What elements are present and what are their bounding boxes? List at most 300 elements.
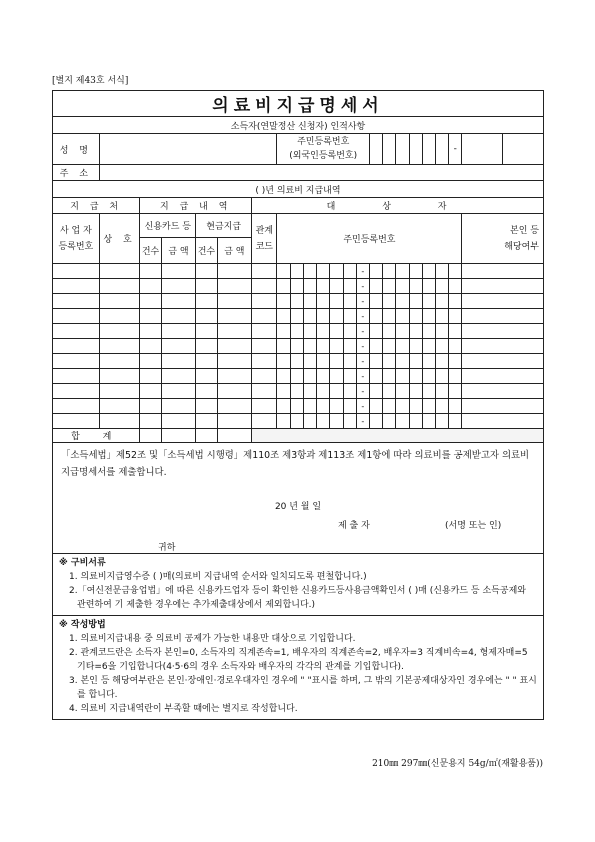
expense-cell[interactable] — [161, 384, 196, 399]
rrn-digit[interactable] — [462, 134, 503, 165]
rrn-separator: - — [356, 294, 369, 309]
expense-cell[interactable] — [317, 324, 330, 339]
expense-cell[interactable] — [422, 324, 435, 339]
rrn-label: 주민등록번호 (외국인등록번호) — [277, 134, 369, 165]
total-blank — [252, 429, 544, 443]
expense-row — [53, 309, 544, 324]
expense-cell[interactable] — [343, 309, 356, 324]
expense-cell[interactable] — [343, 414, 356, 429]
patient-header: 대 상 자 — [252, 198, 544, 214]
expense-cell[interactable] — [252, 309, 277, 324]
expense-row — [53, 384, 544, 399]
expense-cell[interactable] — [217, 414, 252, 429]
expense-cell[interactable] — [330, 324, 343, 339]
expense-cell[interactable] — [217, 309, 252, 324]
expense-cell[interactable] — [53, 324, 100, 339]
expense-cell[interactable] — [53, 264, 100, 279]
expense-cell[interactable] — [409, 414, 422, 429]
expense-cell[interactable] — [161, 279, 196, 294]
expense-cell[interactable] — [252, 324, 277, 339]
expense-cell[interactable] — [369, 384, 382, 399]
expense-cell[interactable] — [317, 264, 330, 279]
expense-cell[interactable] — [396, 399, 409, 414]
expense-cell[interactable] — [252, 354, 277, 369]
expense-cell[interactable] — [140, 324, 161, 339]
expense-cell[interactable] — [330, 294, 343, 309]
expense-cell[interactable] — [396, 369, 409, 384]
expense-cell[interactable] — [383, 309, 396, 324]
expense-cell[interactable] — [161, 294, 196, 309]
rrn-digit[interactable] — [435, 134, 448, 165]
expense-cell[interactable] — [317, 294, 330, 309]
expense-cell[interactable] — [277, 399, 290, 414]
expense-cell[interactable] — [303, 399, 316, 414]
expense-cell[interactable] — [277, 339, 290, 354]
expense-cell[interactable] — [303, 354, 316, 369]
medical-expense-form — [52, 90, 544, 720]
expense-row — [53, 354, 544, 369]
cash-count-header: 건수 — [196, 238, 217, 264]
rrn-separator: - — [356, 324, 369, 339]
expense-cell[interactable] — [252, 279, 277, 294]
expense-row — [53, 264, 544, 279]
expense-cell[interactable] — [396, 264, 409, 279]
expense-cell[interactable] — [449, 339, 462, 354]
expense-cell[interactable] — [369, 339, 382, 354]
statement-block — [53, 443, 544, 554]
expense-cell[interactable] — [303, 384, 316, 399]
expense-cell[interactable] — [449, 324, 462, 339]
expense-cell[interactable] — [252, 399, 277, 414]
trade-name-header: 상 호 — [99, 214, 140, 264]
expense-cell[interactable] — [277, 324, 290, 339]
expense-cell[interactable] — [343, 399, 356, 414]
expense-cell[interactable] — [317, 339, 330, 354]
expense-cell[interactable] — [435, 324, 448, 339]
rrn-digit[interactable] — [422, 134, 435, 165]
expense-cell[interactable] — [317, 369, 330, 384]
instruction-item: 3. 본인 등 해당여부란은 본인·장애인·경로우대자인 경우에 " "표시를 하며, 그 밖의 기본공제대상자인 경우에는 " " 표시를 합니다. — [69, 676, 537, 700]
expense-cell[interactable] — [409, 339, 422, 354]
expense-cell[interactable] — [317, 309, 330, 324]
expense-cell[interactable] — [53, 399, 100, 414]
expense-cell[interactable] — [435, 354, 448, 369]
expense-cell[interactable] — [317, 414, 330, 429]
expense-cell[interactable] — [196, 264, 217, 279]
expense-cell[interactable] — [196, 279, 217, 294]
total-card-count[interactable] — [140, 429, 161, 443]
expense-cell[interactable] — [303, 264, 316, 279]
expense-cell[interactable] — [53, 414, 100, 429]
expense-cell[interactable] — [422, 339, 435, 354]
expense-cell[interactable] — [161, 369, 196, 384]
total-cash-count[interactable] — [196, 429, 217, 443]
expense-cell[interactable] — [422, 354, 435, 369]
self-etc-cell[interactable] — [462, 414, 544, 429]
instruction-item: 1. 의료비지급내용 중 의료비 공제가 가능한 내용만 대상으로 기입합니다. — [69, 634, 356, 644]
expense-cell[interactable] — [396, 324, 409, 339]
cash-amount-header: 금 액 — [217, 238, 252, 264]
total-cash-amount[interactable] — [217, 429, 252, 443]
expense-row — [53, 294, 544, 309]
date-line[interactable]: 20 년 월 일 — [274, 502, 322, 512]
expense-cell[interactable] — [99, 324, 140, 339]
expense-cell[interactable] — [449, 279, 462, 294]
expense-cell[interactable] — [277, 384, 290, 399]
expense-cell[interactable] — [161, 324, 196, 339]
expense-cell[interactable] — [161, 354, 196, 369]
expense-cell[interactable] — [343, 384, 356, 399]
expense-cell[interactable] — [277, 414, 290, 429]
rrn-digit[interactable] — [369, 134, 382, 165]
expense-cell[interactable] — [140, 384, 161, 399]
expense-cell[interactable] — [435, 339, 448, 354]
expense-cell[interactable] — [53, 294, 100, 309]
expense-cell[interactable] — [330, 384, 343, 399]
expense-cell[interactable] — [383, 264, 396, 279]
credit-card-header: 신용카드 등 — [140, 214, 196, 238]
expense-cell[interactable] — [422, 384, 435, 399]
expense-cell[interactable] — [409, 354, 422, 369]
expense-cell[interactable] — [277, 264, 290, 279]
expense-cell[interactable] — [303, 369, 316, 384]
expense-cell[interactable] — [53, 309, 100, 324]
expense-cell[interactable] — [140, 339, 161, 354]
expense-cell[interactable] — [317, 354, 330, 369]
expense-cell[interactable] — [196, 414, 217, 429]
expense-cell[interactable] — [449, 309, 462, 324]
expense-cell[interactable] — [383, 354, 396, 369]
expense-cell[interactable] — [277, 309, 290, 324]
self-etc-cell[interactable] — [462, 399, 544, 414]
expense-cell[interactable] — [409, 309, 422, 324]
expense-cell[interactable] — [161, 399, 196, 414]
expense-cell[interactable] — [343, 339, 356, 354]
expense-cell[interactable] — [303, 324, 316, 339]
expense-cell[interactable] — [290, 264, 303, 279]
expense-cell[interactable] — [290, 279, 303, 294]
expense-cell[interactable] — [343, 294, 356, 309]
expense-cell[interactable] — [290, 324, 303, 339]
expense-cell[interactable] — [396, 294, 409, 309]
expense-cell[interactable] — [449, 384, 462, 399]
required-docs-header: ※ 구비서류 — [59, 558, 106, 568]
expense-cell[interactable] — [99, 339, 140, 354]
expense-cell[interactable] — [369, 399, 382, 414]
expense-cell[interactable] — [435, 309, 448, 324]
expense-cell[interactable] — [303, 414, 316, 429]
expense-cell[interactable] — [409, 324, 422, 339]
self-etc-cell[interactable] — [462, 384, 544, 399]
expense-cell[interactable] — [140, 399, 161, 414]
relation-code-header: 관계 코드 — [252, 214, 277, 264]
expense-cell[interactable] — [217, 294, 252, 309]
expense-cell[interactable] — [196, 399, 217, 414]
self-etc-cell[interactable] — [462, 264, 544, 279]
rrn-separator: - — [356, 279, 369, 294]
expense-cell[interactable] — [343, 279, 356, 294]
expense-cell[interactable] — [330, 279, 343, 294]
expense-cell[interactable] — [290, 384, 303, 399]
expense-cell[interactable] — [53, 384, 100, 399]
expense-cell[interactable] — [383, 339, 396, 354]
expense-row — [53, 414, 544, 429]
expense-cell[interactable] — [330, 309, 343, 324]
expense-cell[interactable] — [343, 354, 356, 369]
rrn-separator: - — [449, 134, 462, 165]
rrn-digit[interactable] — [383, 134, 396, 165]
expense-cell[interactable] — [217, 324, 252, 339]
expense-cell[interactable] — [409, 384, 422, 399]
expense-cell[interactable] — [435, 369, 448, 384]
expense-cell[interactable] — [99, 294, 140, 309]
expense-cell[interactable] — [252, 339, 277, 354]
expense-cell[interactable] — [196, 324, 217, 339]
expense-cell[interactable] — [449, 264, 462, 279]
expense-cell[interactable] — [303, 294, 316, 309]
card-count-header: 건수 — [140, 238, 161, 264]
expense-cell[interactable] — [409, 369, 422, 384]
expense-cell[interactable] — [161, 264, 196, 279]
signature-label[interactable]: (서명 또는 인) — [445, 521, 502, 531]
expense-cell[interactable] — [409, 279, 422, 294]
expense-cell[interactable] — [330, 339, 343, 354]
self-etc-cell[interactable] — [462, 369, 544, 384]
expense-cell[interactable] — [290, 354, 303, 369]
patient-rrn-header: 주민등록번호 — [277, 214, 462, 264]
expense-cell[interactable] — [53, 354, 100, 369]
expense-cell[interactable] — [196, 309, 217, 324]
self-etc-cell[interactable] — [462, 294, 544, 309]
expense-cell[interactable] — [99, 309, 140, 324]
expense-cell[interactable] — [435, 264, 448, 279]
rrn-separator: - — [356, 309, 369, 324]
expense-cell[interactable] — [140, 264, 161, 279]
expense-cell[interactable] — [435, 414, 448, 429]
total-label: 합 계 — [53, 429, 140, 443]
expense-cell[interactable] — [277, 294, 290, 309]
address-field[interactable] — [99, 165, 543, 181]
expense-row — [53, 369, 544, 384]
expense-cell[interactable] — [383, 324, 396, 339]
expense-cell[interactable] — [252, 384, 277, 399]
expense-cell[interactable] — [161, 339, 196, 354]
expense-cell[interactable] — [422, 369, 435, 384]
self-etc-header: 본인 등 해당여부 — [462, 214, 544, 264]
payer-header: 지 급 처 — [53, 198, 140, 214]
expense-cell[interactable] — [369, 354, 382, 369]
expense-cell[interactable] — [217, 354, 252, 369]
instruction-item: 2. 관계코드란은 소득자 본인=0, 소득자의 직계존속=1, 배우자의 직계존속=2, 배우자=3 직계비속=4, 형제자매=5 기타=6을 기입합니다(4·5·6의 경우 소득자와 배우자의 각각의 관계를 기입합니다). — [69, 648, 528, 672]
expense-cell[interactable] — [330, 369, 343, 384]
expense-cell[interactable] — [290, 369, 303, 384]
expense-cell[interactable] — [435, 384, 448, 399]
required-doc-item: 1. 의료비지급영수증 ( )매(의료비 지급내역 순서와 일치되도록 편철합니다.) — [69, 572, 367, 582]
name-field[interactable] — [99, 134, 277, 165]
expense-cell[interactable] — [252, 369, 277, 384]
self-etc-cell[interactable] — [462, 309, 544, 324]
expense-cell[interactable] — [140, 309, 161, 324]
expense-cell[interactable] — [422, 294, 435, 309]
instructions-header: ※ 작성방법 — [59, 620, 106, 630]
expense-cell[interactable] — [290, 294, 303, 309]
expense-cell[interactable] — [140, 414, 161, 429]
expense-cell[interactable] — [409, 264, 422, 279]
expense-cell[interactable] — [277, 354, 290, 369]
self-etc-cell[interactable] — [462, 324, 544, 339]
form-title: 의료비지급명세서 — [53, 91, 544, 117]
expense-cell[interactable] — [383, 369, 396, 384]
expense-cell[interactable] — [435, 279, 448, 294]
statement-text: 「소득세법」제52조 및「소득세법 시행령」제110조 제3항과 제113조 제1항에 따라 의료비를 공제받고자 의료비지급명세서를 제출합니다. — [61, 450, 530, 478]
expense-cell[interactable] — [449, 414, 462, 429]
expense-cell[interactable] — [369, 279, 382, 294]
expense-cell[interactable] — [99, 414, 140, 429]
expense-cell[interactable] — [99, 369, 140, 384]
expense-cell[interactable] — [99, 279, 140, 294]
expense-cell[interactable] — [196, 339, 217, 354]
biz-reg-no-header: 사 업 자 등록번호 — [53, 214, 100, 264]
expense-cell[interactable] — [369, 324, 382, 339]
addressee-label: 귀하 — [158, 543, 176, 553]
expense-cell[interactable] — [99, 399, 140, 414]
rrn-separator: - — [356, 384, 369, 399]
expense-cell[interactable] — [161, 414, 196, 429]
expense-cell[interactable] — [369, 294, 382, 309]
expense-cell[interactable] — [422, 264, 435, 279]
expense-cell[interactable] — [303, 279, 316, 294]
expense-cell[interactable] — [277, 279, 290, 294]
expense-cell[interactable] — [290, 309, 303, 324]
expense-cell[interactable] — [330, 414, 343, 429]
expense-cell[interactable] — [317, 279, 330, 294]
expense-cell[interactable] — [290, 399, 303, 414]
expense-cell[interactable] — [383, 414, 396, 429]
payment-details-header: 지 급 내 역 — [140, 198, 252, 214]
expense-cell[interactable] — [422, 399, 435, 414]
expense-cell[interactable] — [343, 264, 356, 279]
expense-cell[interactable] — [396, 279, 409, 294]
expense-cell[interactable] — [99, 384, 140, 399]
expense-cell[interactable] — [217, 384, 252, 399]
expense-cell[interactable] — [277, 369, 290, 384]
expense-cell[interactable] — [303, 339, 316, 354]
expense-cell[interactable] — [449, 369, 462, 384]
expense-cell[interactable] — [99, 264, 140, 279]
expense-cell[interactable] — [343, 369, 356, 384]
expense-cell[interactable] — [369, 369, 382, 384]
expense-cell[interactable] — [383, 399, 396, 414]
expense-cell[interactable] — [161, 309, 196, 324]
expense-cell[interactable] — [383, 279, 396, 294]
required-docs-section — [53, 554, 544, 616]
expense-row — [53, 399, 544, 414]
expense-cell[interactable] — [99, 354, 140, 369]
expense-cell[interactable] — [422, 309, 435, 324]
expense-cell[interactable] — [196, 369, 217, 384]
expense-cell[interactable] — [252, 414, 277, 429]
expense-cell[interactable] — [369, 264, 382, 279]
expense-cell[interactable] — [330, 399, 343, 414]
expense-row — [53, 339, 544, 354]
rrn-digit[interactable] — [396, 134, 409, 165]
expense-cell[interactable] — [217, 369, 252, 384]
expense-cell[interactable] — [196, 294, 217, 309]
expense-cell[interactable] — [330, 264, 343, 279]
expense-cell[interactable] — [290, 414, 303, 429]
rrn-separator: - — [356, 369, 369, 384]
required-doc-item: 2.「여신전문금융업법」에 따른 신용카드업자 등이 확인한 신용카드등사용금액확인서 ( )매 (신용카드 등 소득공제와 관련하여 기 제출한 경우에는 추가제출대상에서 제외합니다.) — [69, 586, 526, 610]
expense-cell[interactable] — [317, 399, 330, 414]
expense-cell[interactable] — [53, 369, 100, 384]
instruction-item: 4. 의료비 지급내역란이 부족할 때에는 별지로 작성합니다. — [69, 704, 298, 714]
expense-cell[interactable] — [409, 399, 422, 414]
expense-cell[interactable] — [303, 309, 316, 324]
rrn-separator: - — [356, 354, 369, 369]
rrn-digit[interactable] — [409, 134, 422, 165]
address-label: 주 소 — [53, 165, 100, 181]
expense-cell[interactable] — [290, 339, 303, 354]
expense-cell[interactable] — [53, 279, 100, 294]
expense-cell[interactable] — [409, 294, 422, 309]
expense-cell[interactable] — [252, 294, 277, 309]
self-etc-cell[interactable] — [462, 279, 544, 294]
expense-cell[interactable] — [383, 384, 396, 399]
expense-cell[interactable] — [422, 414, 435, 429]
expense-cell[interactable] — [449, 399, 462, 414]
expense-cell[interactable] — [217, 264, 252, 279]
expense-cell[interactable] — [435, 399, 448, 414]
expense-cell[interactable] — [252, 264, 277, 279]
self-etc-cell[interactable] — [462, 354, 544, 369]
cash-payment-header: 현금지급 — [196, 214, 252, 238]
expense-row — [53, 324, 544, 339]
expense-cell[interactable] — [383, 294, 396, 309]
expense-cell[interactable] — [217, 279, 252, 294]
expense-cell[interactable] — [196, 354, 217, 369]
expense-cell[interactable] — [317, 384, 330, 399]
expense-cell[interactable] — [343, 324, 356, 339]
expense-cell[interactable] — [196, 384, 217, 399]
expense-cell[interactable] — [435, 294, 448, 309]
expense-cell[interactable] — [140, 354, 161, 369]
instructions-section — [53, 616, 544, 720]
expense-cell[interactable] — [140, 369, 161, 384]
rrn-separator: - — [356, 264, 369, 279]
expense-cell[interactable] — [217, 399, 252, 414]
expense-cell[interactable] — [140, 294, 161, 309]
expense-cell[interactable] — [330, 354, 343, 369]
expense-cell[interactable] — [369, 414, 382, 429]
expense-cell[interactable] — [396, 354, 409, 369]
self-etc-cell[interactable] — [462, 339, 544, 354]
expense-cell[interactable] — [140, 279, 161, 294]
expense-cell[interactable] — [369, 309, 382, 324]
total-card-amount[interactable] — [161, 429, 196, 443]
expense-cell[interactable] — [396, 339, 409, 354]
rrn-separator: - — [356, 414, 369, 429]
expense-cell[interactable] — [422, 279, 435, 294]
expense-cell[interactable] — [449, 354, 462, 369]
rrn-digit[interactable] — [502, 134, 543, 165]
expense-cell[interactable] — [217, 339, 252, 354]
expense-cell[interactable] — [449, 294, 462, 309]
taxpayer-section-header: 소득자(연말정산 신청자) 인적사항 — [53, 117, 544, 134]
expense-cell[interactable] — [396, 309, 409, 324]
expense-cell[interactable] — [396, 384, 409, 399]
expense-cell[interactable] — [396, 414, 409, 429]
expense-cell[interactable] — [53, 339, 100, 354]
